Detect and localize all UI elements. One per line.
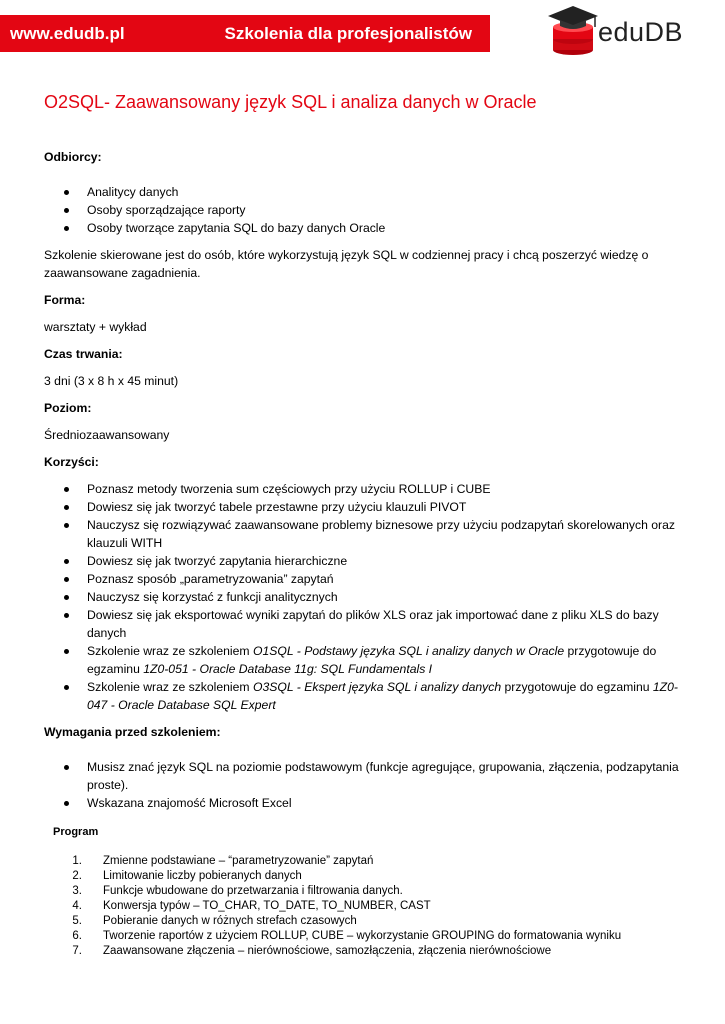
item-number: 7. [72, 945, 82, 957]
item-number: 5. [72, 915, 82, 927]
item-text: Zaawansowane złączenia – nierównościowe, samozłączenia, złączenia nierównościowe [103, 945, 552, 957]
duration-label: Czas trwania: [44, 347, 123, 361]
list-item: Analitycy danych [44, 183, 684, 201]
list-item: Osoby sporządzające raporty [44, 201, 684, 219]
item-number: 3. [72, 885, 82, 897]
list-item [44, 642, 684, 678]
list-item: Osoby tworzące zapytania SQL do bazy danych Oracle [44, 219, 684, 237]
program-item [53, 929, 693, 944]
item-number: 6. [72, 930, 82, 942]
program-section [53, 826, 693, 959]
item-number: 1. [72, 855, 82, 867]
duration-value: 3 dni (3 x 8 h x 45 minut) [44, 374, 179, 388]
level-label: Poziom: [44, 401, 92, 415]
list-item: Nauczysz się korzystać z funkcji analitycznych [44, 588, 684, 606]
program-item [53, 869, 693, 884]
requirements-label: Wymagania przed szkoleniem: [44, 725, 221, 739]
header-bar [0, 15, 490, 52]
page-title: O2SQL- Zaawansowany język SQL i analiza danych w Oracle [44, 92, 537, 112]
exam2-prefix: Szkolenie wraz ze szkoleniem [87, 680, 253, 694]
list-item: Poznasz metody tworzenia sum częściowych przy użyciu ROLLUP i CUBE [44, 480, 684, 498]
header-slogan: Szkolenia dla profesjonalistów [224, 23, 472, 43]
requirements-list [44, 758, 684, 812]
exam1-prefix: Szkolenie wraz ze szkoleniem [87, 644, 253, 658]
item-text: Pobieranie danych w różnych strefach czasowych [103, 915, 357, 927]
exam2-name: 1Z0-047 - Oracle Database SQL Expert [87, 680, 678, 712]
program-item [53, 899, 693, 914]
audience-note: Szkolenie skierowane jest do osób, które wykorzystują język SQL w codziennej pracy i chcą poszerzyć wiedzę o zaawansowane zagadnienia. [44, 248, 649, 280]
exam2-course: O3SQL - Ekspert języka SQL i analizy danych [252, 680, 502, 694]
form-value: warsztaty + wykład [44, 320, 147, 334]
program-list [53, 854, 693, 959]
program-item [53, 944, 693, 959]
level-value: Średniozaawansowany [44, 428, 170, 442]
item-text: Konwersja typów – TO_CHAR, TO_DATE, TO_NUMBER, CAST [103, 900, 431, 912]
benefits-list [44, 480, 684, 714]
audience-label: Odbiorcy: [44, 150, 102, 164]
list-item: Dowiesz się jak eksportować wyniki zapytań do plików XLS oraz jak importować dane z pliku XLS do bazy danych [44, 606, 684, 642]
list-item: Wskazana znajomość Microsoft Excel [44, 794, 684, 812]
course-description [44, 148, 684, 821]
item-text: Tworzenie raportów z użyciem ROLLUP, CUBE – wykorzystanie GROUPING do formatowania wyniku [103, 930, 622, 942]
exam2-middle: przygotowuje do egzaminu [501, 680, 653, 694]
list-item: Musisz znać język SQL na poziomie podstawowym (funkcje agregujące, grupowania, złączenia, podzapytania proste). [44, 758, 684, 794]
item-text: Funkcje wbudowane do przetwarzania i filtrowania danych. [103, 885, 403, 897]
item-text: Zmienne podstawiane – “parametryzowanie” zapytań [103, 855, 374, 867]
form-label: Forma: [44, 293, 86, 307]
program-item [53, 914, 693, 929]
exam1-middle: przygotowuje do egzaminu [87, 644, 657, 676]
exam1-name: 1Z0-051 - Oracle Database 11g: SQL Fundamentals I [143, 662, 433, 676]
item-text: Limitowanie liczby pobieranych danych [103, 870, 302, 882]
program-label: Program [53, 826, 99, 838]
audience-list [44, 183, 684, 237]
list-item: Dowiesz się jak tworzyć tabele przestawne przy użyciu klauzuli PIVOT [44, 498, 684, 516]
logo-text: eduDB [598, 17, 684, 47]
site-url-link[interactable]: www.edudb.pl [10, 23, 125, 43]
exam1-course: O1SQL - Podstawy języka SQL i analizy danych w Oracle [252, 644, 565, 658]
benefits-label: Korzyści: [44, 455, 99, 469]
list-item: Nauczysz się rozwiązywać zaawansowane problemy biznesowe przy użyciu podzapytań skorelowanych oraz klauzuli WITH [44, 516, 684, 552]
item-number: 4. [72, 900, 82, 912]
program-item [53, 884, 693, 899]
list-item [44, 678, 684, 714]
item-number: 2. [72, 870, 82, 882]
list-item: Poznasz sposób „parametryzowania” zapytań [44, 570, 684, 588]
list-item: Dowiesz się jak tworzyć zapytania hierarchiczne [44, 552, 684, 570]
program-item [53, 854, 693, 869]
